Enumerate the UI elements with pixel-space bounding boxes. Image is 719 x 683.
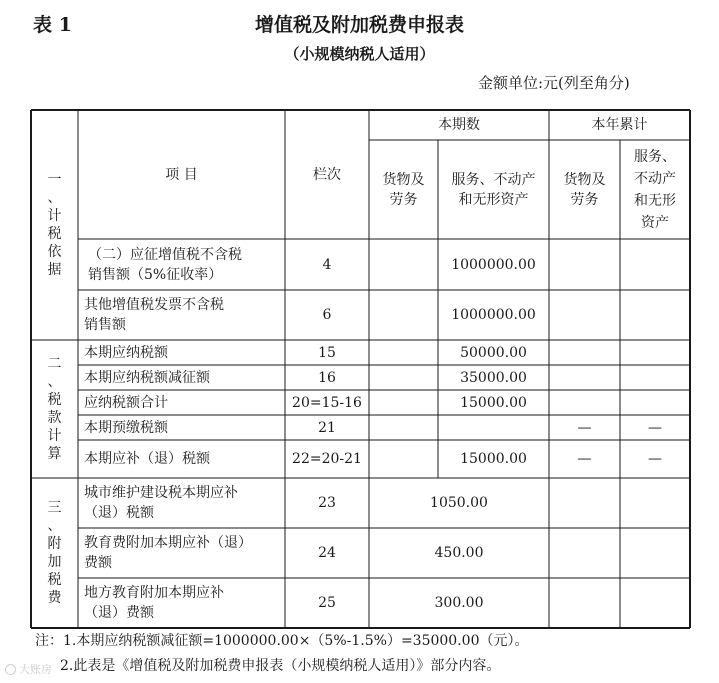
section-char: 、 <box>47 374 62 390</box>
header-goods-labor-ytd <box>549 140 620 239</box>
header-column-no: 栏次 <box>313 166 341 183</box>
table-row-item: 本期应补（退）税额 <box>84 451 210 467</box>
item-line: （二）应征增值税不含税 <box>88 246 242 263</box>
services-current-value: 1000000.00 <box>451 307 536 323</box>
header-goods-labor-line2: 劳务 <box>389 191 418 208</box>
section-char: 附 <box>47 536 62 552</box>
table-row-item <box>78 290 285 340</box>
section-char: 计 <box>47 208 62 224</box>
section-char: 据 <box>47 262 62 278</box>
goods-current-value <box>369 390 438 415</box>
table-row-item <box>78 528 285 578</box>
table-label: 表 1 <box>33 14 72 36</box>
row-column-no: 6 <box>322 307 332 323</box>
current-period-value: 300.00 <box>434 595 484 611</box>
header-goods-labor-ytd-line2: 劳务 <box>570 191 599 208</box>
row-column-no: 24 <box>318 545 336 561</box>
form-title: 增值税及附加税费申报表 <box>254 14 464 36</box>
header-services-ytd-line1: 服务、 <box>634 148 676 165</box>
services-ytd-value <box>620 390 690 415</box>
header-goods-labor-line1: 货物及 <box>382 171 425 188</box>
row-column-no: 15 <box>318 344 336 361</box>
form-subtitle: （小规模纳税人适用） <box>284 45 435 63</box>
row-column-no: 21 <box>318 419 336 436</box>
goods-ytd-value <box>549 340 620 365</box>
header-current-period: 本期数 <box>438 117 480 133</box>
services-ytd-value <box>620 290 690 340</box>
section-char: 加 <box>47 554 62 570</box>
header-goods-labor-current <box>369 140 438 239</box>
services-ytd-value: — <box>648 419 662 436</box>
section-char: 三 <box>47 500 62 516</box>
item-line: （退）费额 <box>84 605 154 621</box>
section-char: 计 <box>47 428 62 444</box>
item-line: 地方教育附加本期应补 <box>84 585 224 601</box>
watermark-logo-icon <box>5 664 16 675</box>
section-char: 税 <box>47 226 62 242</box>
watermark <box>5 661 52 677</box>
goods-ytd-value <box>549 365 620 390</box>
goods-ytd-value <box>549 290 620 340</box>
amount-unit-note: 金额单位:元(列至角分) <box>478 74 630 92</box>
table-row-item <box>78 239 285 290</box>
header-services-ytd-line2: 不动产 <box>634 170 676 187</box>
header-services-ytd-line3: 和无形 <box>634 192 676 209</box>
row-column-no: 4 <box>322 256 332 273</box>
goods-ytd-value <box>549 390 620 415</box>
item-line: 教育费附加本期应补（退） <box>84 535 252 551</box>
section-char: 一 <box>47 172 62 188</box>
goods-ytd-value: — <box>577 419 592 436</box>
goods-current-value <box>369 440 438 478</box>
row-column-no: 23 <box>318 495 336 511</box>
goods-current-value <box>369 239 438 290</box>
goods-current-value <box>369 340 438 365</box>
goods-current-value <box>369 290 438 340</box>
goods-ytd-value: — <box>577 451 592 467</box>
footnote-1: 注：1.本期应纳税额减征额=1000000.00×（5%-1.5%）=35000.00（元）。 <box>35 633 529 649</box>
section-char: 二 <box>47 356 62 372</box>
header-services-current <box>438 140 549 239</box>
item-line: （退）税额 <box>84 505 154 521</box>
goods-ytd-value <box>549 239 620 290</box>
services-current-value: 50000.00 <box>460 344 527 361</box>
services-ytd-value <box>620 365 690 390</box>
table-row-item <box>78 478 285 528</box>
section-char: 、 <box>47 190 62 206</box>
table-row-item: 应纳税额合计 <box>84 394 168 411</box>
section-char: 、 <box>47 518 62 534</box>
item-line: 销售额 <box>84 317 126 333</box>
table-row-item: 本期预缴税额 <box>84 419 168 436</box>
section-char: 税 <box>47 392 62 408</box>
section-char: 依 <box>47 244 62 260</box>
section-tax-calculation-label <box>31 340 78 478</box>
services-ytd-value <box>620 239 690 290</box>
row-column-no: 16 <box>318 369 336 386</box>
section-char: 算 <box>47 446 62 462</box>
item-line: 销售额（5%征收率） <box>88 266 223 283</box>
header-services-ytd <box>620 140 690 239</box>
section-char: 款 <box>47 410 62 426</box>
current-period-value: 1050.00 <box>430 495 488 511</box>
item-line: 城市维护建设税本期应补 <box>84 485 238 501</box>
section-tax-basis-label <box>31 110 78 340</box>
table-row-item <box>78 578 285 628</box>
services-current-value: 15000.00 <box>460 394 527 411</box>
services-ytd-value <box>620 340 690 365</box>
goods-current-value <box>369 365 438 390</box>
services-current-value: 1000000.00 <box>451 256 536 273</box>
watermark-text: 大账房 <box>19 663 52 676</box>
item-line: 费额 <box>84 555 112 571</box>
header-goods-labor-ytd-line1: 货物及 <box>563 171 606 188</box>
services-ytd-value: — <box>648 451 662 467</box>
current-period-value: 450.00 <box>434 545 484 561</box>
row-column-no: 22=20-21 <box>292 451 362 467</box>
header-services-line2: 和无形资产 <box>458 191 529 208</box>
services-current-value: 15000.00 <box>460 451 527 467</box>
header-year-to-date: 本年累计 <box>591 117 648 133</box>
table-row-item: 本期应纳税额 <box>84 344 168 361</box>
header-item: 项 目 <box>165 166 198 183</box>
section-surtax-label <box>31 478 78 628</box>
item-line: 其他增值税发票不含税 <box>84 297 224 313</box>
row-column-no: 20=15-16 <box>292 394 362 411</box>
row-column-no: 25 <box>318 595 336 611</box>
section-char: 税 <box>47 572 62 588</box>
footnote-2: 2.此表是《增值税及附加税费申报表（小规模纳税人适用）》部分内容。 <box>60 658 501 674</box>
section-char: 费 <box>47 590 62 606</box>
header-services-ytd-line4: 资产 <box>641 214 669 231</box>
services-current-value: 35000.00 <box>460 369 527 386</box>
header-services-line1: 服务、不动产 <box>451 171 536 188</box>
goods-current-value <box>369 415 438 440</box>
services-current-value <box>438 415 549 440</box>
table-row-item: 本期应纳税额减征额 <box>84 369 210 386</box>
